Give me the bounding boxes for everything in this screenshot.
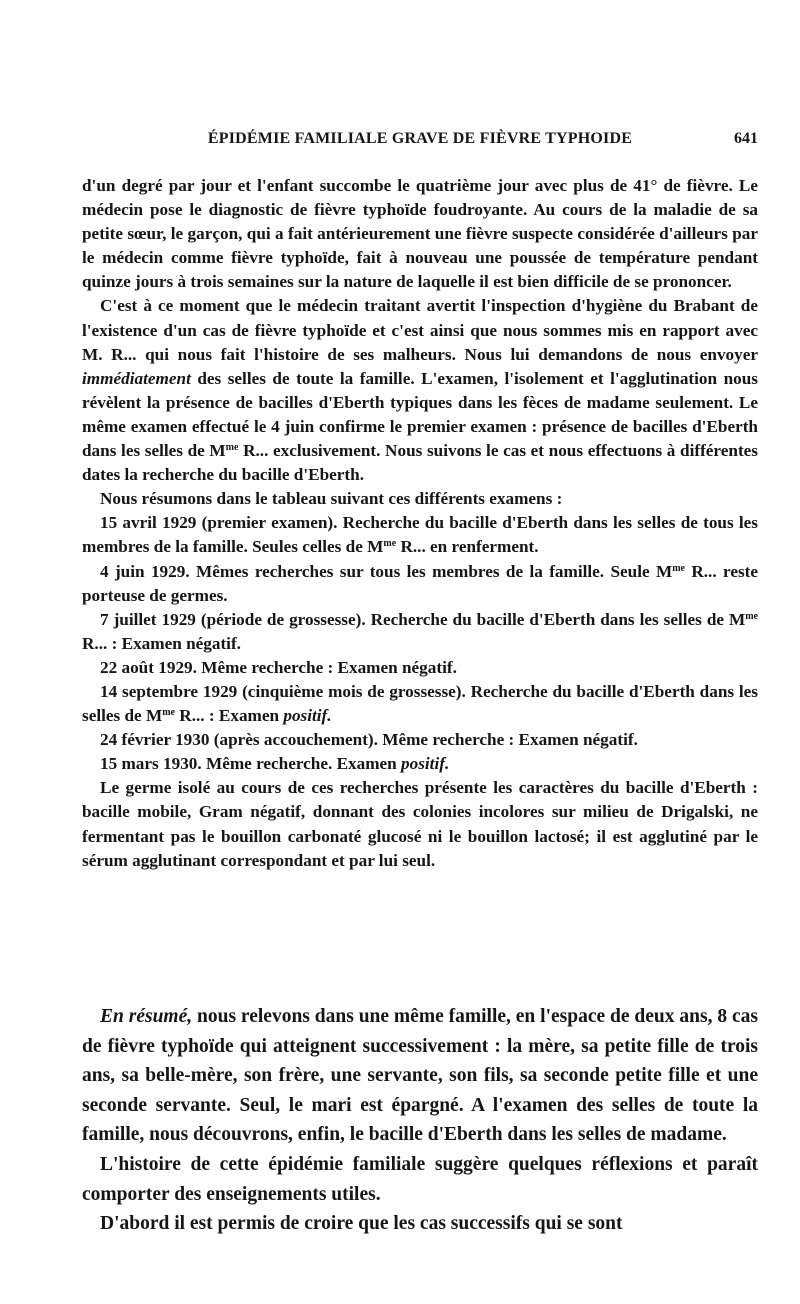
superscript-me: me [383, 538, 397, 550]
superscript-me: me [745, 610, 758, 622]
text-run: R... : Examen négatif. [82, 633, 241, 653]
exam-entry-7-juillet-1929 [82, 608, 758, 656]
summary-text [82, 1002, 758, 1239]
paragraph-dabord: D'abord il est permis de croire que les cas successifs qui se sont [100, 1213, 623, 1235]
superscript-me: me [225, 442, 239, 454]
text-run: R... reste porteuse de germes. [82, 561, 759, 605]
exam-entry-14-septembre-1929 [82, 680, 758, 728]
emphasis-immediatement: immédiatement [82, 368, 191, 388]
text-run: R... en renferment. [396, 537, 539, 557]
text-run: 14 septembre 1929 (cinquième mois de grossesse). Recherche du bacille d'Eberth dans les selles de M [82, 681, 758, 726]
text-run: R... exclusivement. Nous suivons le cas et nous effectuons à différentes dates la recherche du bacille d'Eberth. [82, 441, 758, 485]
text-run: C'est à ce moment que le médecin traitant avertit l'inspection d'hygiène du Brabant de l'existence d'un cas de fièvre typhoïde et c'est ainsi que nous sommes mis en rapport avec M. R... qui nous fait l'histoire de ses malheurs. Nous lui demandons de nous envoyer [82, 296, 758, 364]
superscript-me: me [672, 562, 685, 574]
page-number: 641 [734, 130, 758, 147]
exam-entry-4-juin-1929 [82, 560, 758, 608]
paragraph-reflexions: L'histoire de cette épidémie familiale suggère quelques réflexions et paraît comporter des enseignements utiles. [82, 1153, 758, 1205]
text-run: nous relevons dans une même famille, en l'espace de deux ans, 8 cas de fièvre typhoïde qui atteignent successivement : la mère, sa petite fille de trois ans, sa belle-mère, son frère, une servante, son fils, sa seconde petite fille et une seconde servante. Seul, le mari est épargné. A l'examen des selles de toute la famille, nous découvrons, enfin, le bacille d'Eberth dans les selles de madame. [82, 1006, 758, 1146]
text-run: 4 juin 1929. Mêmes recherches sur tous les membres de la famille. Seule M [100, 561, 673, 581]
case-report-text [82, 174, 758, 873]
text-run: 15 mars 1930. Même recherche. Examen [100, 754, 402, 774]
text-run: des selles de toute la famille. L'examen, l'isolement et l'agglutination nous révèlent la présence de bacilles d'Eberth typiques dans les fèces de madame seulement. Le même examen effectué le 4 juin confirme le premier examen : présence de bacilles d'Eberth dans les selles de M [82, 368, 758, 461]
emphasis-positif: positif. [401, 754, 450, 774]
exam-entry-24-fevrier-1930: 24 février 1930 (après accouchement). Même recherche : Examen négatif. [100, 730, 638, 750]
running-title: ÉPIDÉMIE FAMILIALE GRAVE DE FIÈVRE TYPHOIDE [207, 130, 633, 147]
emphasis-en-resume: En résumé, [100, 1006, 193, 1027]
exam-entry-22-aout-1929: 22 août 1929. Même recherche : Examen négatif. [100, 657, 457, 677]
text-run: 15 avril 1929 (premier examen). Recherche du bacille d'Eberth dans les selles de tous les membres de la famille. Seules celles de M [82, 513, 758, 557]
exam-entry-15-mars-1930 [82, 752, 758, 776]
paragraph-germ-characteristics: Le germe isolé au cours de ces recherches présente les caractères du bacille d'Eberth : bacille mobile, Gram négatif, donnant des colonies incolores sur milieu de Drigalski, ne fermentant pas le bouillon carbonaté glucosé ni le bouillon lactosé; il est agglutiné par le sérum agglutinant correspondant et par lui seul. [82, 778, 758, 870]
superscript-me: me [162, 707, 175, 719]
exam-entry-15-avril-1929 [82, 511, 758, 559]
text-run: 7 juillet 1929 (période de grossesse). Recherche du bacille d'Eberth dans les selles de M [100, 609, 746, 629]
text-run: R... : Examen [174, 706, 284, 726]
paragraph-continuation: d'un degré par jour et l'enfant succombe le quatrième jour avec plus de 41° de fièvre. Le médecin pose le diagnostic de fièvre typhoïde foudroyante. Au cours de la maladie de sa petite sœur, le garçon, qui a fait antérieurement une fièvre suspecte considérée d'ailleurs par le médecin comme fièvre typhoïde, fait à nouveau une poussée de température pendant quinze jours à trois semaines sur la nature de laquelle il est bien difficile de se prononcer. [82, 176, 758, 292]
running-head [82, 126, 758, 156]
paragraph-resume [82, 1002, 758, 1150]
emphasis-positif: positif. [283, 706, 332, 726]
paragraph-investigation [82, 294, 758, 487]
paragraph-table-intro: Nous résumons dans le tableau suivant ces différents examens : [100, 489, 563, 509]
